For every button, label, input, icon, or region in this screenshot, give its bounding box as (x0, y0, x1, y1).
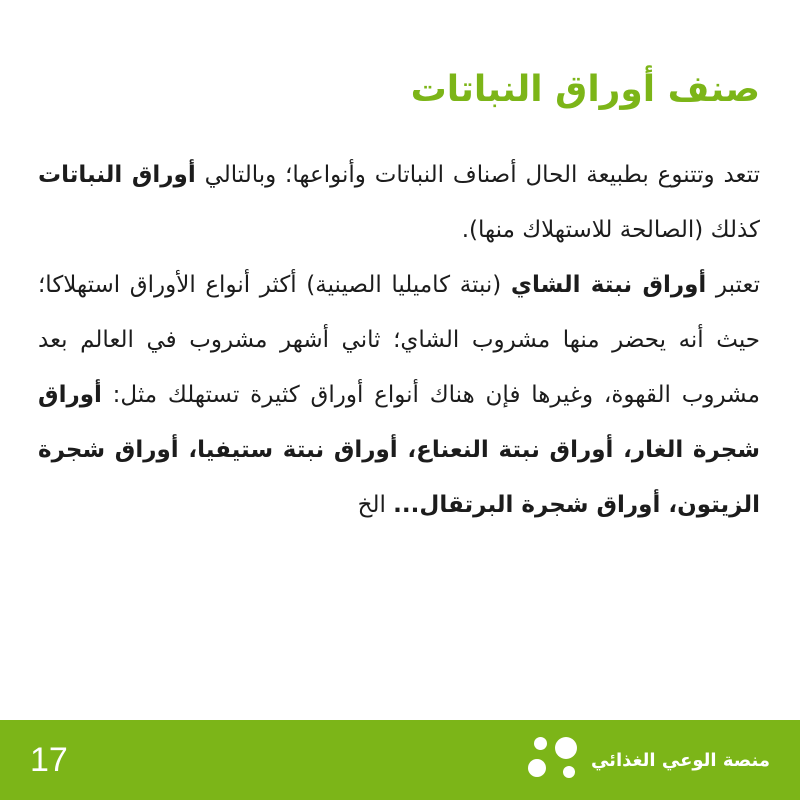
brand (521, 720, 770, 800)
paragraph-tea-leaves (38, 258, 760, 533)
logo-dot (528, 759, 546, 777)
paragraph-text: الخ (357, 492, 394, 518)
bold-text: أوراق شجرة الغار، أوراق نبتة النعناع، أوراق نبتة ستيفيا، أوراق شجرة الزيتون، أوراق شجرة البرتقال... (38, 382, 760, 518)
article-body (38, 148, 760, 533)
logo-dot (563, 766, 575, 778)
paragraph-intro (38, 148, 760, 258)
paragraph-text: كذلك (الصالحة للاستهلاك منها). (461, 217, 760, 243)
page-number: 17 (30, 741, 68, 779)
logo-dot (555, 737, 577, 759)
logo-dots-icon (521, 735, 577, 785)
paragraph-text: تتعد وتتنوع بطبيعة الحال أصناف النباتات وأنواعها؛ وبالتالي (195, 162, 760, 188)
bold-text: أوراق النباتات (38, 162, 196, 188)
bold-text: أوراق نبتة الشاي (510, 272, 707, 298)
brand-name: منصة الوعي الغذائي (590, 749, 770, 771)
logo-dot (534, 737, 547, 750)
paragraph-text: (نبتة كاميليا الصينية) أكثر أنواع الأوراق استهلاكا؛ حيث أنه يحضر منها مشروب الشاي؛ ثاني أشهر مشروب في العالم بعد مشروب القهوة، وغيرها فإن هناك أنواع أوراق كثيرة تستهلك مثل: (38, 272, 760, 408)
paragraph-text: تعتبر (706, 272, 760, 298)
page-title: صنف أوراق النباتات (410, 69, 760, 110)
footer-bar (0, 720, 800, 800)
